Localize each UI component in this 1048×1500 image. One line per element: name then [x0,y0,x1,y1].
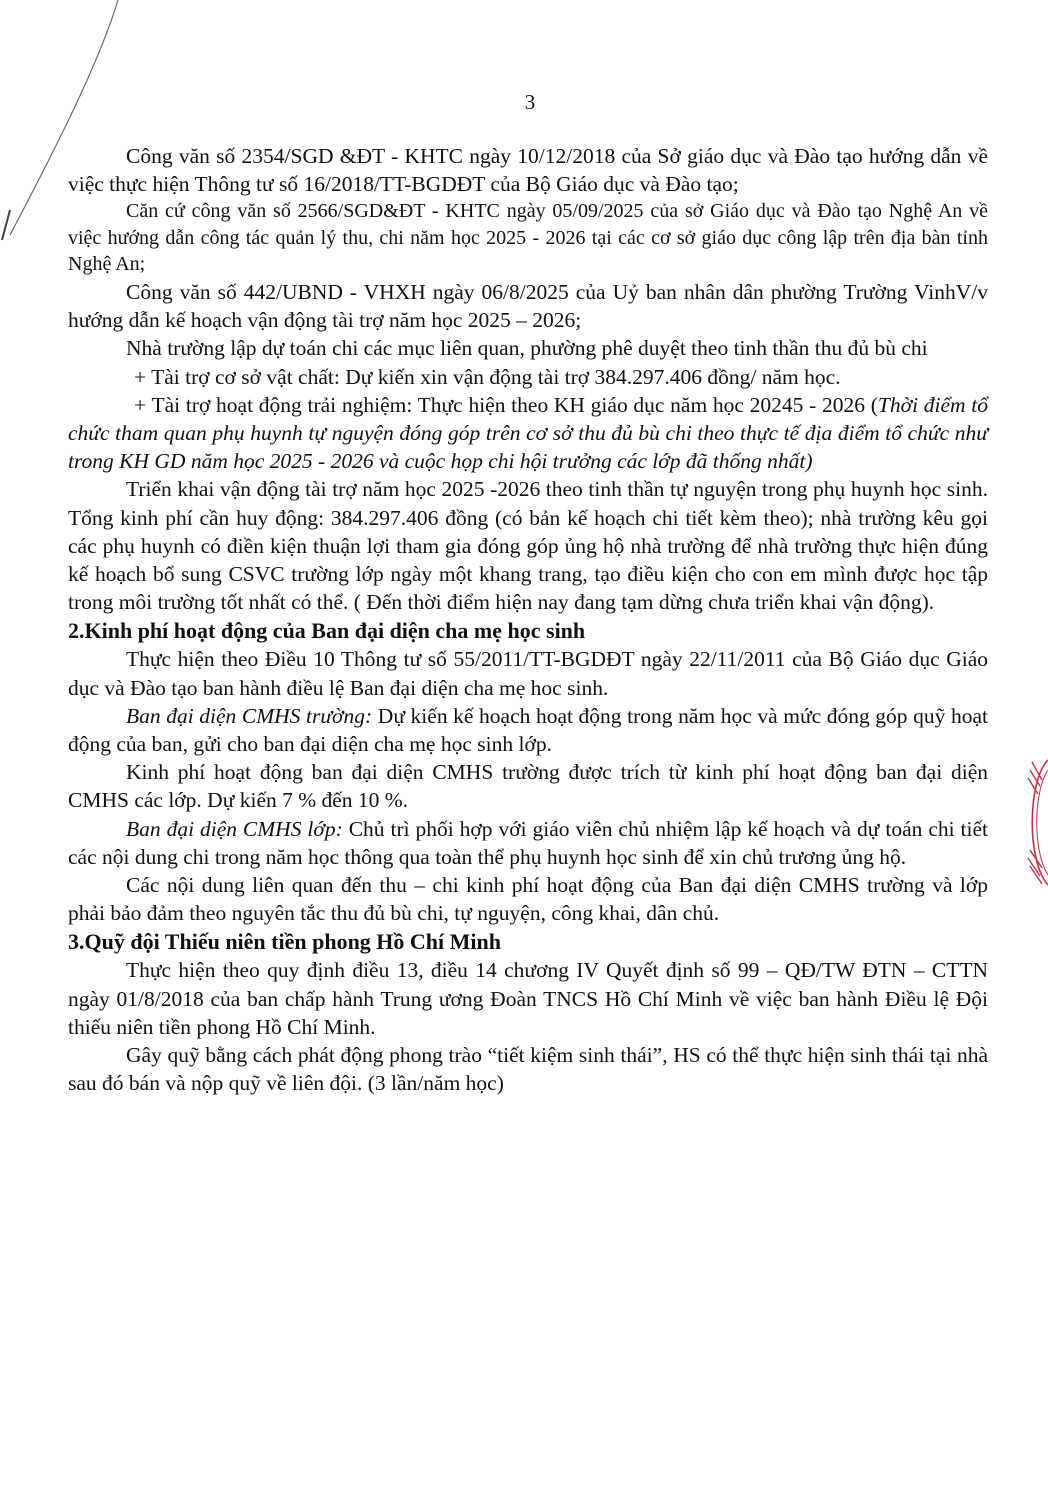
section-2-paragraph-3: Kinh phí hoạt động ban đại diện CMHS trường được trích từ kinh phí hoạt động ban đại diện CMHS các lớp. Dự kiến 7 % đến 10 %. [68,760,988,813]
page-number: 3 [524,90,536,114]
paragraph-tai-tro-csvc: + Tài trợ cơ sở vật chất: Dự kiến xin vận động tài trợ 384.297.406 đồng/ năm học. [134,364,841,389]
paragraph-cong-van-2354: Công văn số 2354/SGD &ĐT - KHTC ngày 10/12/2018 của Sở giáo dục và Đào tạo hướng dẫn về việc thực hiện Thông tư số 16/2018/TT-BGDĐT của Bộ Giáo dục và Đào tạo; [68,144,988,197]
section-2-paragraph-1: Thực hiện theo Điều 10 Thông tư số 55/2011/TT-BGDĐT ngày 22/11/2011 của Bộ Giáo dục Giáo dục và Đào tạo ban hành điều lệ Ban đại diện cha mẹ hoc sinh. [68,647,988,700]
trai-nghiem-lead: + Tài trợ hoạt động trải nghiệm: Thực hiện theo KH giáo dục năm học 20245 - 2026 ( [134,392,878,417]
paragraph-cong-van-442: Công văn số 442/UBND - VHXH ngày 06/8/2025 của Uỷ ban nhân dân phường Trường VinhV/v hướng dẫn kế hoạch vận động tài trợ năm học 2025 – 2026; [68,279,988,333]
section-2-label-lop: Ban đại diện CMHS lớp: [126,816,343,841]
section-2-paragraph-2 [68,702,988,758]
section-3-paragraph-2: Gây quỹ bằng cách phát động phong trào “tiết kiệm sinh thái”, HS có thể thực hiện sinh thái tại nhà sau đó bán và nộp quỹ về liên đội. (3 lần/năm học) [68,1042,988,1096]
paragraph-tai-tro-trai-nghiem [68,391,988,476]
section-2-label-truong: Ban đại diện CMHS trường: [126,703,373,728]
document-body [68,142,988,1097]
trai-nghiem-note: Thời điểm tổ chức tham quan phụ huynh tự nguyện đóng góp trên cơ sở thu đủ bù chi theo thực tế địa điểm tổ chức như trong KH GD năm học 2025 - 2026 và cuộc họp chi hội trưởng các lớp đã thống nhất [68,392,988,474]
paragraph-du-toan: Nhà trường lập dự toán chi các mục liên quan, phường phê duyệt theo tinh thần thu đủ bù chi [126,336,928,361]
section-2-paragraph-4 [68,815,988,871]
red-seal-stamp-fragment [1008,740,1048,900]
section-3-paragraph-1: Thực hiện theo quy định điều 13, điều 14 chương IV Quyết định số 99 – QĐ/TW ĐTN – CTTN ngày 01/8/2018 của ban chấp hành Trung ương Đoàn TNCS Hồ Chí Minh về việc ban hành Điều lệ Đội thiếu niên tiền phong Hồ Chí Minh. [68,958,988,1039]
section-2-text-truong: Dự kiến kế hoạch hoạt động trong năm học và mức đóng góp quỹ hoạt động của ban, gửi cho ban đại diện cha mẹ học sinh lớp. [68,703,988,756]
section-3-heading: 3.Quỹ đội Thiếu niên tiền phong Hồ Chí Minh [68,929,502,955]
section-2-text-lop: Chủ trì phối hợp với giáo viên chủ nhiệm lập kế hoạch và dự toán chi tiết các nội dung chi trong năm học thông qua toàn thể phụ huynh học sinh để xin chủ trương ủng hộ. [68,816,988,869]
trai-nghiem-close: ) [805,449,813,474]
paragraph-can-cu-2566: Căn cứ công văn số 2566/SGD&ĐT - KHTC ngày 05/09/2025 của sở Giáo dục và Đào tạo Nghệ An về việc hướng dẫn công tác quản lý thu, chi năm học 2025 - 2026 tại các cơ sở giáo dục công lập trên địa bàn tỉnh Nghệ An; [68,200,988,276]
paragraph-trien-khai: Triển khai vận động tài trợ năm học 2025 -2026 theo tinh thần tự nguyện trong phụ huynh học sinh. Tổng kinh phí cần huy động: 384.297.406 đồng (có bản kế hoạch chi tiết kèm theo); nhà trường kêu gọi các phụ huynh có điền kiện thuận lợi tham gia đóng góp ủng hộ nhà trường để nhà trường thực hiện đúng kế hoạch bổ sung CSVC trường lớp ngày một khang trang, tạo điều kiện cho con em mình được học tập trong môi trường tốt nhất có thể. ( Đến thời điểm hiện nay đang tạm dừng chưa triển khai vận động). [68,477,988,615]
section-2-heading: 2.Kinh phí hoạt động của Ban đại diện cha mẹ học sinh [68,618,586,644]
section-2-paragraph-5: Các nội dung liên quan đến thu – chi kinh phí hoạt động của Ban đại diện CMHS trường và lớp phải bảo đảm theo nguyên tắc thu đủ bù chi, tự nguyện, công khai, dân chủ. [68,872,988,926]
